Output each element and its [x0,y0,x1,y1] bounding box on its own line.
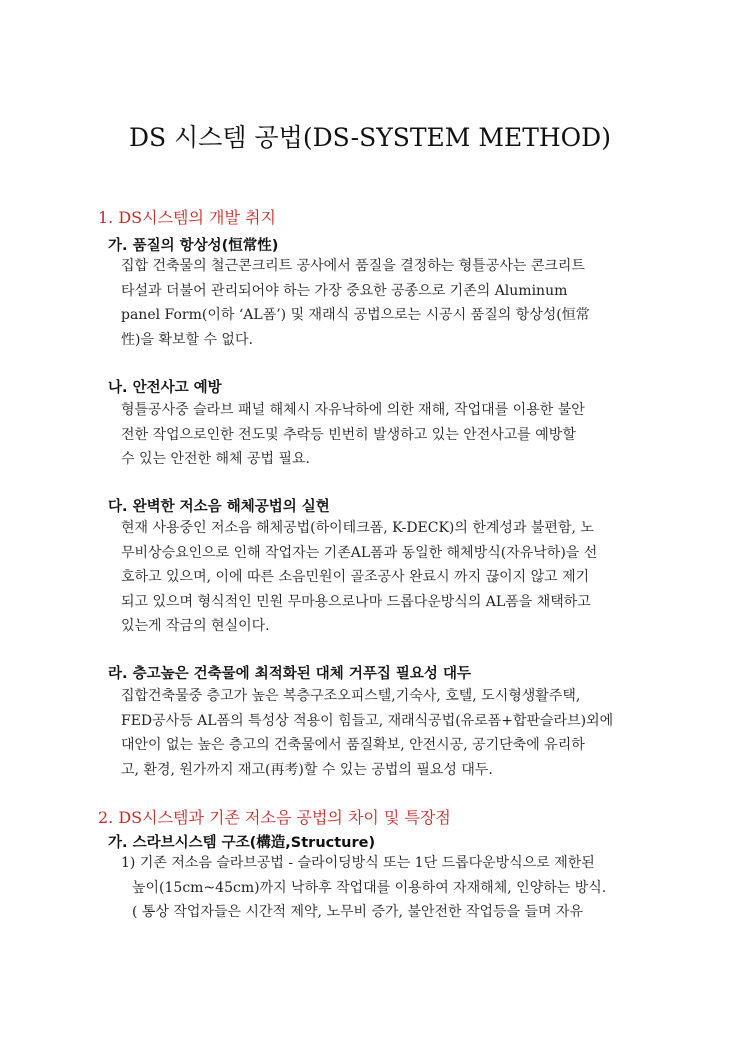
paragraph-line: 性)을 확보할 수 없다. [121,331,253,348]
paragraph-line: 타설과 더불어 관리되어야 하는 가장 중요한 공종으로 기존의 Aluminum [121,282,568,299]
paragraph-line: 집합건축물중 층고가 높은 복층구조오피스텔,기숙사, 호텔, 도시형생활주택, [121,688,581,704]
paragraph-line: 있는게 작금의 현실이다. [121,618,270,634]
list-item-line: 1) 기존 저소음 슬라브공법 - 슬라이딩방식 또는 1단 드롭다운방식으로 제한된 [121,855,595,871]
paragraph-line: 현재 사용중인 저소음 해체공법(하이테크폼, K-DECK)의 한계성과 불편함, 노 [121,520,594,536]
paragraph-line: 전한 작업으로인한 전도및 추락등 빈번히 발생하고 있는 안전사고를 예방할 [121,426,576,443]
paragraph-line: 집합 건축물의 철근콘크리트 공사에서 품질을 결정하는 형틀공사는 콘크리트 [121,258,585,274]
paragraph-line: 호하고 있으며, 이에 따른 소음민원이 골조공사 완료시 까지 끊이지 않고 제기 [121,569,590,585]
document-title: DS 시스템 공법(DS-SYSTEM METHOD) [129,123,611,152]
paragraph-line: 형틀공사중 슬라브 패널 해체시 자유낙하에 의한 재해, 작업대를 이용한 불안 [121,402,585,418]
list-item-line: 높이(15cm~45cm)까지 낙하후 작업대를 이용하여 자재해체, 인양하는 방식. [132,879,607,896]
section-1a-heading: 가. 품질의 항상성(恒常性) [108,238,279,254]
section-1b-paragraph [121,398,655,472]
section-1c-paragraph [121,516,655,639]
paragraph-line: 대안이 없는 높은 층고의 건축물에서 품질확보, 안전시공, 공기단축에 유리하 [121,737,585,753]
paragraph-line: 되고 있으며 형식적인 민원 무마용으로나마 드롭다운방식의 AL폼을 채택하고 [121,593,591,610]
section-1a-paragraph [121,254,655,352]
section-2-heading: 2. DS시스템과 기존 저소음 공법의 차이 및 특장점 [98,808,451,827]
section-1-heading: 1. DS시스템의 개발 취지 [98,208,276,227]
paragraph-line: FED공사등 AL폼의 특성상 적용이 힘들고, 재래식공법(유로폼+합판슬라브)외에 [121,712,614,729]
paragraph-line: 수 있는 안전한 해체 공법 필요. [121,451,310,467]
section-1d-heading: 라. 층고높은 건축물에 최적화된 대체 거푸집 필요성 대두 [108,666,472,682]
section-2a-heading: 가. 스라브시스템 구조(構造,Structure) [108,835,376,851]
section-1b-heading: 나. 안전사고 예방 [108,380,222,396]
paragraph-line: panel Form(이하 ‘AL폼’) 및 재래식 공법으로는 시공시 품질의 항상성(恒常 [121,307,590,323]
section-1c-heading: 다. 완벽한 저소음 해체공법의 실현 [108,499,330,515]
section-2a-item-1 [121,851,655,925]
list-item-line: ( 통상 작업자들은 시간적 제약, 노무비 증가, 불안전한 작업등을 들며 자유 [132,904,584,920]
paragraph-line: 고, 환경, 원가까지 재고(再考)할 수 있는 공법의 필요성 대두. [121,761,493,778]
section-1d-paragraph [121,684,655,782]
paragraph-line: 무비상승요인으로 인해 작업자는 기존AL폼과 동일한 해체방식(자유낙하)을 선 [121,544,598,561]
